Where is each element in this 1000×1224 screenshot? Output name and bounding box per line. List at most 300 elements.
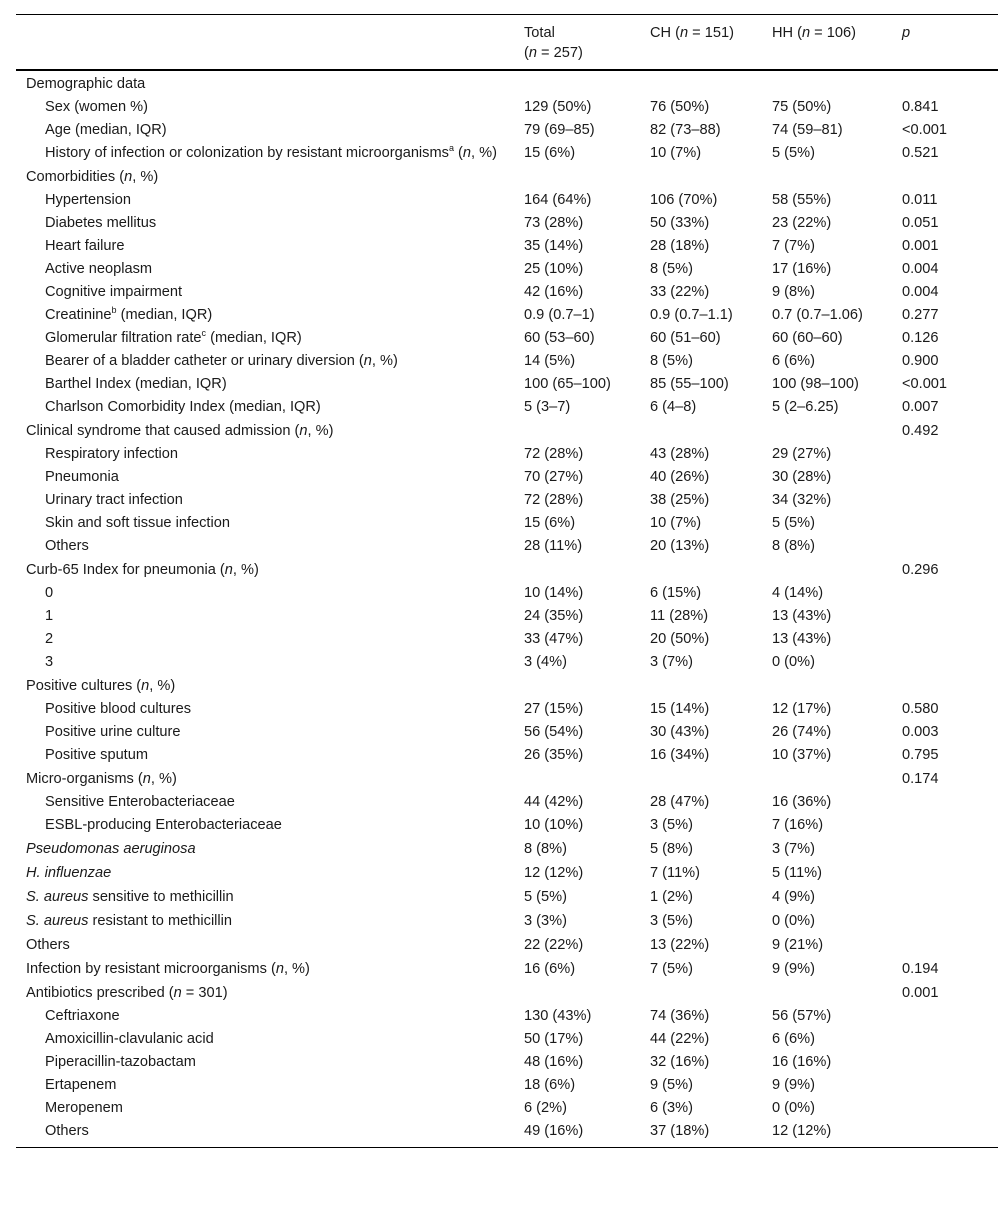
row-label bbox=[16, 558, 514, 582]
row-label-text: Positive sputum bbox=[45, 747, 149, 763]
cell-total: 100 (65–100) bbox=[524, 376, 611, 392]
cell-total bbox=[514, 70, 640, 96]
row-label-text: Comorbidities (n, %) bbox=[26, 169, 159, 185]
row-label bbox=[16, 396, 514, 419]
cell-ch: 106 (70%) bbox=[650, 192, 718, 208]
cell-hh: 9 (21%) bbox=[772, 937, 824, 953]
cell-ch: 33 (22%) bbox=[650, 284, 710, 300]
cell-p bbox=[892, 885, 998, 909]
cell-ch: 43 (28%) bbox=[650, 446, 710, 462]
cell-total: 26 (35%) bbox=[524, 747, 584, 763]
cell-p bbox=[892, 651, 998, 674]
cell-hh: 8 (8%) bbox=[772, 538, 815, 554]
cell-total: 60 (53–60) bbox=[524, 330, 595, 346]
table-row bbox=[16, 957, 998, 981]
table-row bbox=[16, 814, 998, 837]
cell-total: 27 (15%) bbox=[524, 701, 584, 717]
cell-total bbox=[514, 558, 640, 582]
row-label-text: History of infection or colonization by resistant microorganisms bbox=[45, 145, 449, 161]
cell-hh: 100 (98–100) bbox=[772, 376, 859, 392]
cell-total: 10 (10%) bbox=[524, 817, 584, 833]
header-label-cell bbox=[16, 15, 514, 71]
cell-hh: 7 (7%) bbox=[772, 238, 815, 254]
cell-hh: 13 (43%) bbox=[772, 608, 832, 624]
table-row bbox=[16, 791, 998, 814]
table-row bbox=[16, 981, 998, 1005]
footnote-marker: c bbox=[201, 328, 207, 338]
row-label-text: Micro-organisms (n, %) bbox=[26, 771, 177, 787]
table-row bbox=[16, 304, 998, 327]
cell-total: 35 (14%) bbox=[524, 238, 584, 254]
cell-p: 0.004 bbox=[902, 284, 939, 300]
cell-ch: 40 (26%) bbox=[650, 469, 710, 485]
cell-ch: 6 (3%) bbox=[650, 1100, 693, 1116]
header-p bbox=[892, 15, 998, 71]
row-label-text: Age (median, IQR) bbox=[45, 122, 167, 138]
row-label-text: ESBL-producing Enterobacteriaceae bbox=[45, 817, 282, 833]
row-label bbox=[16, 814, 514, 837]
cell-hh bbox=[762, 419, 892, 443]
cell-ch: 7 (11%) bbox=[650, 865, 701, 881]
row-label-text: Positive blood cultures bbox=[45, 701, 192, 717]
footnote-marker: b bbox=[111, 305, 117, 315]
cell-ch: 44 (22%) bbox=[650, 1031, 710, 1047]
table-row bbox=[16, 119, 998, 142]
header-total-line2: (n = 257) bbox=[524, 45, 583, 61]
table-row bbox=[16, 212, 998, 235]
table-row bbox=[16, 721, 998, 744]
table-row bbox=[16, 1051, 998, 1074]
row-label-text: Ertapenem bbox=[45, 1077, 117, 1093]
cell-total: 48 (16%) bbox=[524, 1054, 584, 1070]
cell-total: 56 (54%) bbox=[524, 724, 584, 740]
cell-total: 129 (50%) bbox=[524, 99, 592, 115]
cell-ch: 37 (18%) bbox=[650, 1123, 710, 1139]
cell-ch: 7 (5%) bbox=[650, 961, 693, 977]
table-row bbox=[16, 933, 998, 957]
cell-ch: 10 (7%) bbox=[650, 515, 702, 531]
cell-ch: 8 (5%) bbox=[650, 261, 693, 277]
cell-p bbox=[892, 535, 998, 558]
table-row bbox=[16, 512, 998, 535]
row-label-text: Creatinine bbox=[45, 307, 112, 323]
cell-ch: 15 (14%) bbox=[650, 701, 710, 717]
table-row bbox=[16, 1074, 998, 1097]
row-label-text: H. influenzae bbox=[26, 865, 112, 881]
table-row bbox=[16, 535, 998, 558]
row-label bbox=[16, 957, 514, 981]
table-row bbox=[16, 558, 998, 582]
table-row bbox=[16, 744, 998, 767]
cell-total: 72 (28%) bbox=[524, 492, 584, 508]
table-row bbox=[16, 628, 998, 651]
cell-p: <0.001 bbox=[902, 122, 948, 138]
row-label bbox=[16, 837, 514, 861]
cell-total: 22 (22%) bbox=[524, 937, 584, 953]
cell-hh: 9 (9%) bbox=[772, 1077, 815, 1093]
table-row bbox=[16, 909, 998, 933]
table-row bbox=[16, 189, 998, 212]
cell-p: 0.521 bbox=[902, 145, 939, 161]
cell-total: 8 (8%) bbox=[524, 841, 567, 857]
header-row bbox=[16, 15, 998, 71]
row-label-suffix: (median, IQR) bbox=[116, 307, 213, 323]
cell-ch: 3 (7%) bbox=[650, 654, 693, 670]
cell-hh: 12 (17%) bbox=[772, 701, 832, 717]
row-label bbox=[16, 142, 514, 165]
row-label bbox=[16, 933, 514, 957]
row-label-text: Amoxicillin-clavulanic acid bbox=[45, 1031, 214, 1047]
row-label-text: Clinical syndrome that caused admission (n, %) bbox=[26, 423, 334, 439]
cell-hh: 0 (0%) bbox=[772, 1100, 815, 1116]
row-label bbox=[16, 419, 514, 443]
row-label bbox=[16, 1120, 514, 1147]
cell-p bbox=[892, 1028, 998, 1051]
cell-p: 0.900 bbox=[902, 353, 939, 369]
cell-total: 79 (69–85) bbox=[524, 122, 595, 138]
cell-ch bbox=[640, 767, 762, 791]
cell-ch: 1 (2%) bbox=[650, 889, 693, 905]
cell-total: 15 (6%) bbox=[524, 515, 576, 531]
table-row bbox=[16, 837, 998, 861]
cell-ch: 9 (5%) bbox=[650, 1077, 693, 1093]
cell-total: 42 (16%) bbox=[524, 284, 584, 300]
cell-total bbox=[514, 981, 640, 1005]
row-label-text: Ceftriaxone bbox=[45, 1008, 120, 1024]
row-label-text: Infection by resistant microorganisms (n, %) bbox=[26, 961, 310, 977]
row-label bbox=[16, 909, 514, 933]
row-label bbox=[16, 235, 514, 258]
row-label bbox=[16, 674, 514, 698]
cell-p: 0.277 bbox=[902, 307, 939, 323]
cell-total: 6 (2%) bbox=[524, 1100, 567, 1116]
cell-ch: 11 (28%) bbox=[650, 608, 709, 624]
cell-ch: 6 (15%) bbox=[650, 585, 702, 601]
cell-total: 16 (6%) bbox=[524, 961, 576, 977]
cell-p: 0.051 bbox=[902, 215, 939, 231]
cell-ch bbox=[640, 419, 762, 443]
cell-p bbox=[892, 674, 998, 698]
table-row bbox=[16, 1120, 998, 1147]
row-label bbox=[16, 258, 514, 281]
cell-p: 0.795 bbox=[902, 747, 939, 763]
cell-hh: 0.7 (0.7–1.06) bbox=[772, 307, 863, 323]
row-label bbox=[16, 1005, 514, 1028]
row-label-text: Others bbox=[45, 1123, 89, 1139]
row-label bbox=[16, 861, 514, 885]
cell-hh: 29 (27%) bbox=[772, 446, 832, 462]
cell-hh: 5 (5%) bbox=[772, 145, 815, 161]
row-label bbox=[16, 744, 514, 767]
row-label-text: Respiratory infection bbox=[45, 446, 179, 462]
cell-total bbox=[514, 165, 640, 189]
characteristics-table bbox=[16, 14, 998, 1147]
cell-p bbox=[892, 443, 998, 466]
cell-ch: 30 (43%) bbox=[650, 724, 710, 740]
row-label bbox=[16, 189, 514, 212]
cell-total: 10 (14%) bbox=[524, 585, 584, 601]
row-label bbox=[16, 212, 514, 235]
row-label-text: Meropenem bbox=[45, 1100, 123, 1116]
cell-hh: 6 (6%) bbox=[772, 353, 815, 369]
cell-total: 3 (4%) bbox=[524, 654, 567, 670]
cell-hh: 0 (0%) bbox=[772, 913, 815, 929]
row-label-text: Barthel Index (median, IQR) bbox=[45, 376, 227, 392]
row-label-text: Charlson Comorbidity Index (median, IQR) bbox=[45, 399, 321, 415]
cell-total: 25 (10%) bbox=[524, 261, 584, 277]
table-row bbox=[16, 582, 998, 605]
cell-p: 0.001 bbox=[902, 985, 939, 1001]
row-label bbox=[16, 1028, 514, 1051]
table-row bbox=[16, 396, 998, 419]
cell-total: 33 (47%) bbox=[524, 631, 584, 647]
row-label bbox=[16, 304, 514, 327]
cell-total: 5 (5%) bbox=[524, 889, 567, 905]
cell-p: 0.003 bbox=[902, 724, 939, 740]
table-row bbox=[16, 70, 998, 96]
row-label bbox=[16, 281, 514, 304]
cell-hh: 6 (6%) bbox=[772, 1031, 815, 1047]
cell-ch: 3 (5%) bbox=[650, 817, 693, 833]
cell-p bbox=[892, 837, 998, 861]
row-label bbox=[16, 791, 514, 814]
cell-hh: 5 (5%) bbox=[772, 515, 815, 531]
row-label-text: Curb-65 Index for pneumonia (n, %) bbox=[26, 562, 259, 578]
cell-p: 0.841 bbox=[902, 99, 939, 115]
row-label-text: Bearer of a bladder catheter or urinary diversion (n, %) bbox=[45, 353, 398, 369]
row-label-text: Hypertension bbox=[45, 192, 131, 208]
table-row bbox=[16, 327, 998, 350]
row-label-text: Others bbox=[26, 937, 70, 953]
cell-p bbox=[892, 861, 998, 885]
cell-hh: 74 (59–81) bbox=[772, 122, 843, 138]
row-label-text: 3 bbox=[45, 654, 54, 670]
cell-hh: 75 (50%) bbox=[772, 99, 832, 115]
row-label bbox=[16, 119, 514, 142]
cell-total: 14 (5%) bbox=[524, 353, 576, 369]
row-label-text: Antibiotics prescribed (n = 301) bbox=[26, 985, 228, 1001]
row-label bbox=[16, 1097, 514, 1120]
header-total bbox=[514, 15, 640, 71]
cell-ch: 38 (25%) bbox=[650, 492, 710, 508]
cell-hh: 3 (7%) bbox=[772, 841, 815, 857]
header-total-line1: Total bbox=[524, 25, 555, 41]
row-label bbox=[16, 767, 514, 791]
table-row bbox=[16, 466, 998, 489]
cell-total: 70 (27%) bbox=[524, 469, 584, 485]
table-row bbox=[16, 281, 998, 304]
cell-p bbox=[892, 489, 998, 512]
cell-total: 0.9 (0.7–1) bbox=[524, 307, 595, 323]
row-label bbox=[16, 582, 514, 605]
cell-hh bbox=[762, 981, 892, 1005]
cell-ch bbox=[640, 558, 762, 582]
cell-p: 0.007 bbox=[902, 399, 939, 415]
cell-ch: 28 (18%) bbox=[650, 238, 710, 254]
cell-total: 5 (3–7) bbox=[524, 399, 571, 415]
row-label-text: Skin and soft tissue infection bbox=[45, 515, 230, 531]
cell-p: 0.011 bbox=[902, 192, 938, 208]
row-label-text: Positive urine culture bbox=[45, 724, 181, 740]
table-row bbox=[16, 861, 998, 885]
cell-ch: 8 (5%) bbox=[650, 353, 693, 369]
cell-p bbox=[892, 1005, 998, 1028]
cell-ch: 60 (51–60) bbox=[650, 330, 721, 346]
cell-hh: 60 (60–60) bbox=[772, 330, 843, 346]
cell-p: 0.001 bbox=[902, 238, 939, 254]
table-row bbox=[16, 698, 998, 721]
table-row bbox=[16, 1097, 998, 1120]
cell-ch: 3 (5%) bbox=[650, 913, 693, 929]
cell-hh: 16 (16%) bbox=[772, 1054, 832, 1070]
cell-ch: 28 (47%) bbox=[650, 794, 710, 810]
footnote-marker: a bbox=[448, 143, 454, 153]
row-label bbox=[16, 443, 514, 466]
row-label bbox=[16, 165, 514, 189]
cell-total bbox=[514, 419, 640, 443]
cell-hh: 9 (9%) bbox=[772, 961, 815, 977]
cell-total: 130 (43%) bbox=[524, 1008, 592, 1024]
row-label bbox=[16, 1074, 514, 1097]
table-row bbox=[16, 767, 998, 791]
row-label-text: Urinary tract infection bbox=[45, 492, 183, 508]
cell-p: 0.004 bbox=[902, 261, 939, 277]
row-label bbox=[16, 721, 514, 744]
row-label-text: Others bbox=[45, 538, 89, 554]
row-label-text: 1 bbox=[45, 608, 54, 624]
cell-hh bbox=[762, 70, 892, 96]
row-label bbox=[16, 466, 514, 489]
cell-hh: 23 (22%) bbox=[772, 215, 832, 231]
cell-p bbox=[892, 1051, 998, 1074]
cell-ch: 10 (7%) bbox=[650, 145, 702, 161]
cell-ch bbox=[640, 70, 762, 96]
cell-ch bbox=[640, 674, 762, 698]
table-row bbox=[16, 651, 998, 674]
row-label bbox=[16, 350, 514, 373]
cell-p bbox=[892, 909, 998, 933]
row-label-text: Pneumonia bbox=[45, 469, 119, 485]
cell-hh: 13 (43%) bbox=[772, 631, 832, 647]
cell-p bbox=[892, 165, 998, 189]
cell-total: 44 (42%) bbox=[524, 794, 584, 810]
cell-p: 0.194 bbox=[902, 961, 939, 977]
cell-p bbox=[892, 1097, 998, 1120]
cell-total: 28 (11%) bbox=[524, 538, 583, 554]
cell-total: 15 (6%) bbox=[524, 145, 576, 161]
row-label-text: Diabetes mellitus bbox=[45, 215, 157, 231]
cell-p bbox=[892, 70, 998, 96]
header-hh: HH (n = 106) bbox=[772, 25, 856, 41]
row-label-text: Glomerular filtration rate bbox=[45, 330, 202, 346]
cell-ch: 74 (36%) bbox=[650, 1008, 710, 1024]
row-label bbox=[16, 605, 514, 628]
table-row bbox=[16, 489, 998, 512]
row-label-text: Heart failure bbox=[45, 238, 125, 254]
table-row bbox=[16, 165, 998, 189]
table-row bbox=[16, 373, 998, 396]
cell-total: 164 (64%) bbox=[524, 192, 592, 208]
cell-ch: 82 (73–88) bbox=[650, 122, 721, 138]
cell-hh: 4 (14%) bbox=[772, 585, 824, 601]
table-header bbox=[16, 15, 998, 71]
table-row bbox=[16, 443, 998, 466]
table-row bbox=[16, 235, 998, 258]
cell-ch: 32 (16%) bbox=[650, 1054, 710, 1070]
table-row bbox=[16, 1028, 998, 1051]
cell-ch: 0.9 (0.7–1.1) bbox=[650, 307, 733, 323]
table-row bbox=[16, 96, 998, 119]
row-label-text: Positive cultures (n, %) bbox=[26, 678, 176, 694]
cell-ch: 76 (50%) bbox=[650, 99, 710, 115]
cell-total: 73 (28%) bbox=[524, 215, 584, 231]
cell-hh: 17 (16%) bbox=[772, 261, 832, 277]
row-label bbox=[16, 512, 514, 535]
cell-hh: 0 (0%) bbox=[772, 654, 815, 670]
cell-total: 24 (35%) bbox=[524, 608, 584, 624]
row-label bbox=[16, 651, 514, 674]
row-label-text: Demographic data bbox=[26, 76, 146, 92]
header-ch: CH (n = 151) bbox=[650, 25, 734, 41]
cell-p: 0.126 bbox=[902, 330, 939, 346]
cell-ch: 6 (4–8) bbox=[650, 399, 697, 415]
row-label-text: Piperacillin-tazobactam bbox=[45, 1054, 196, 1070]
table-row bbox=[16, 1005, 998, 1028]
row-label bbox=[16, 628, 514, 651]
cell-p bbox=[892, 1074, 998, 1097]
row-label-suffix: (n, %) bbox=[453, 145, 497, 161]
row-label-text: 2 bbox=[45, 631, 54, 647]
cell-p: 0.296 bbox=[902, 562, 939, 578]
row-label bbox=[16, 373, 514, 396]
row-label-text: Sex (women %) bbox=[45, 99, 148, 115]
cell-p bbox=[892, 582, 998, 605]
cell-ch bbox=[640, 981, 762, 1005]
row-label bbox=[16, 535, 514, 558]
cell-hh: 30 (28%) bbox=[772, 469, 832, 485]
table-row bbox=[16, 885, 998, 909]
cell-hh: 58 (55%) bbox=[772, 192, 832, 208]
cell-p bbox=[892, 605, 998, 628]
table-row bbox=[16, 350, 998, 373]
cell-p bbox=[892, 628, 998, 651]
cell-hh bbox=[762, 674, 892, 698]
cell-hh: 16 (36%) bbox=[772, 794, 832, 810]
cell-p bbox=[892, 933, 998, 957]
row-label bbox=[16, 70, 514, 96]
cell-ch bbox=[640, 165, 762, 189]
cell-hh: 12 (12%) bbox=[772, 1123, 832, 1139]
cell-total: 18 (6%) bbox=[524, 1077, 576, 1093]
cell-p: 0.174 bbox=[902, 771, 939, 787]
cell-hh bbox=[762, 165, 892, 189]
cell-hh: 10 (37%) bbox=[772, 747, 832, 763]
cell-total: 3 (3%) bbox=[524, 913, 567, 929]
cell-hh: 7 (16%) bbox=[772, 817, 824, 833]
cell-hh bbox=[762, 558, 892, 582]
row-label bbox=[16, 885, 514, 909]
cell-ch: 85 (55–100) bbox=[650, 376, 729, 392]
table-row bbox=[16, 142, 998, 165]
row-label bbox=[16, 327, 514, 350]
header-p-text: p bbox=[902, 25, 911, 41]
cell-ch: 13 (22%) bbox=[650, 937, 710, 953]
table-row bbox=[16, 258, 998, 281]
cell-p bbox=[892, 512, 998, 535]
row-label bbox=[16, 96, 514, 119]
table-container bbox=[16, 14, 998, 1148]
row-label-text: Active neoplasm bbox=[45, 261, 153, 277]
